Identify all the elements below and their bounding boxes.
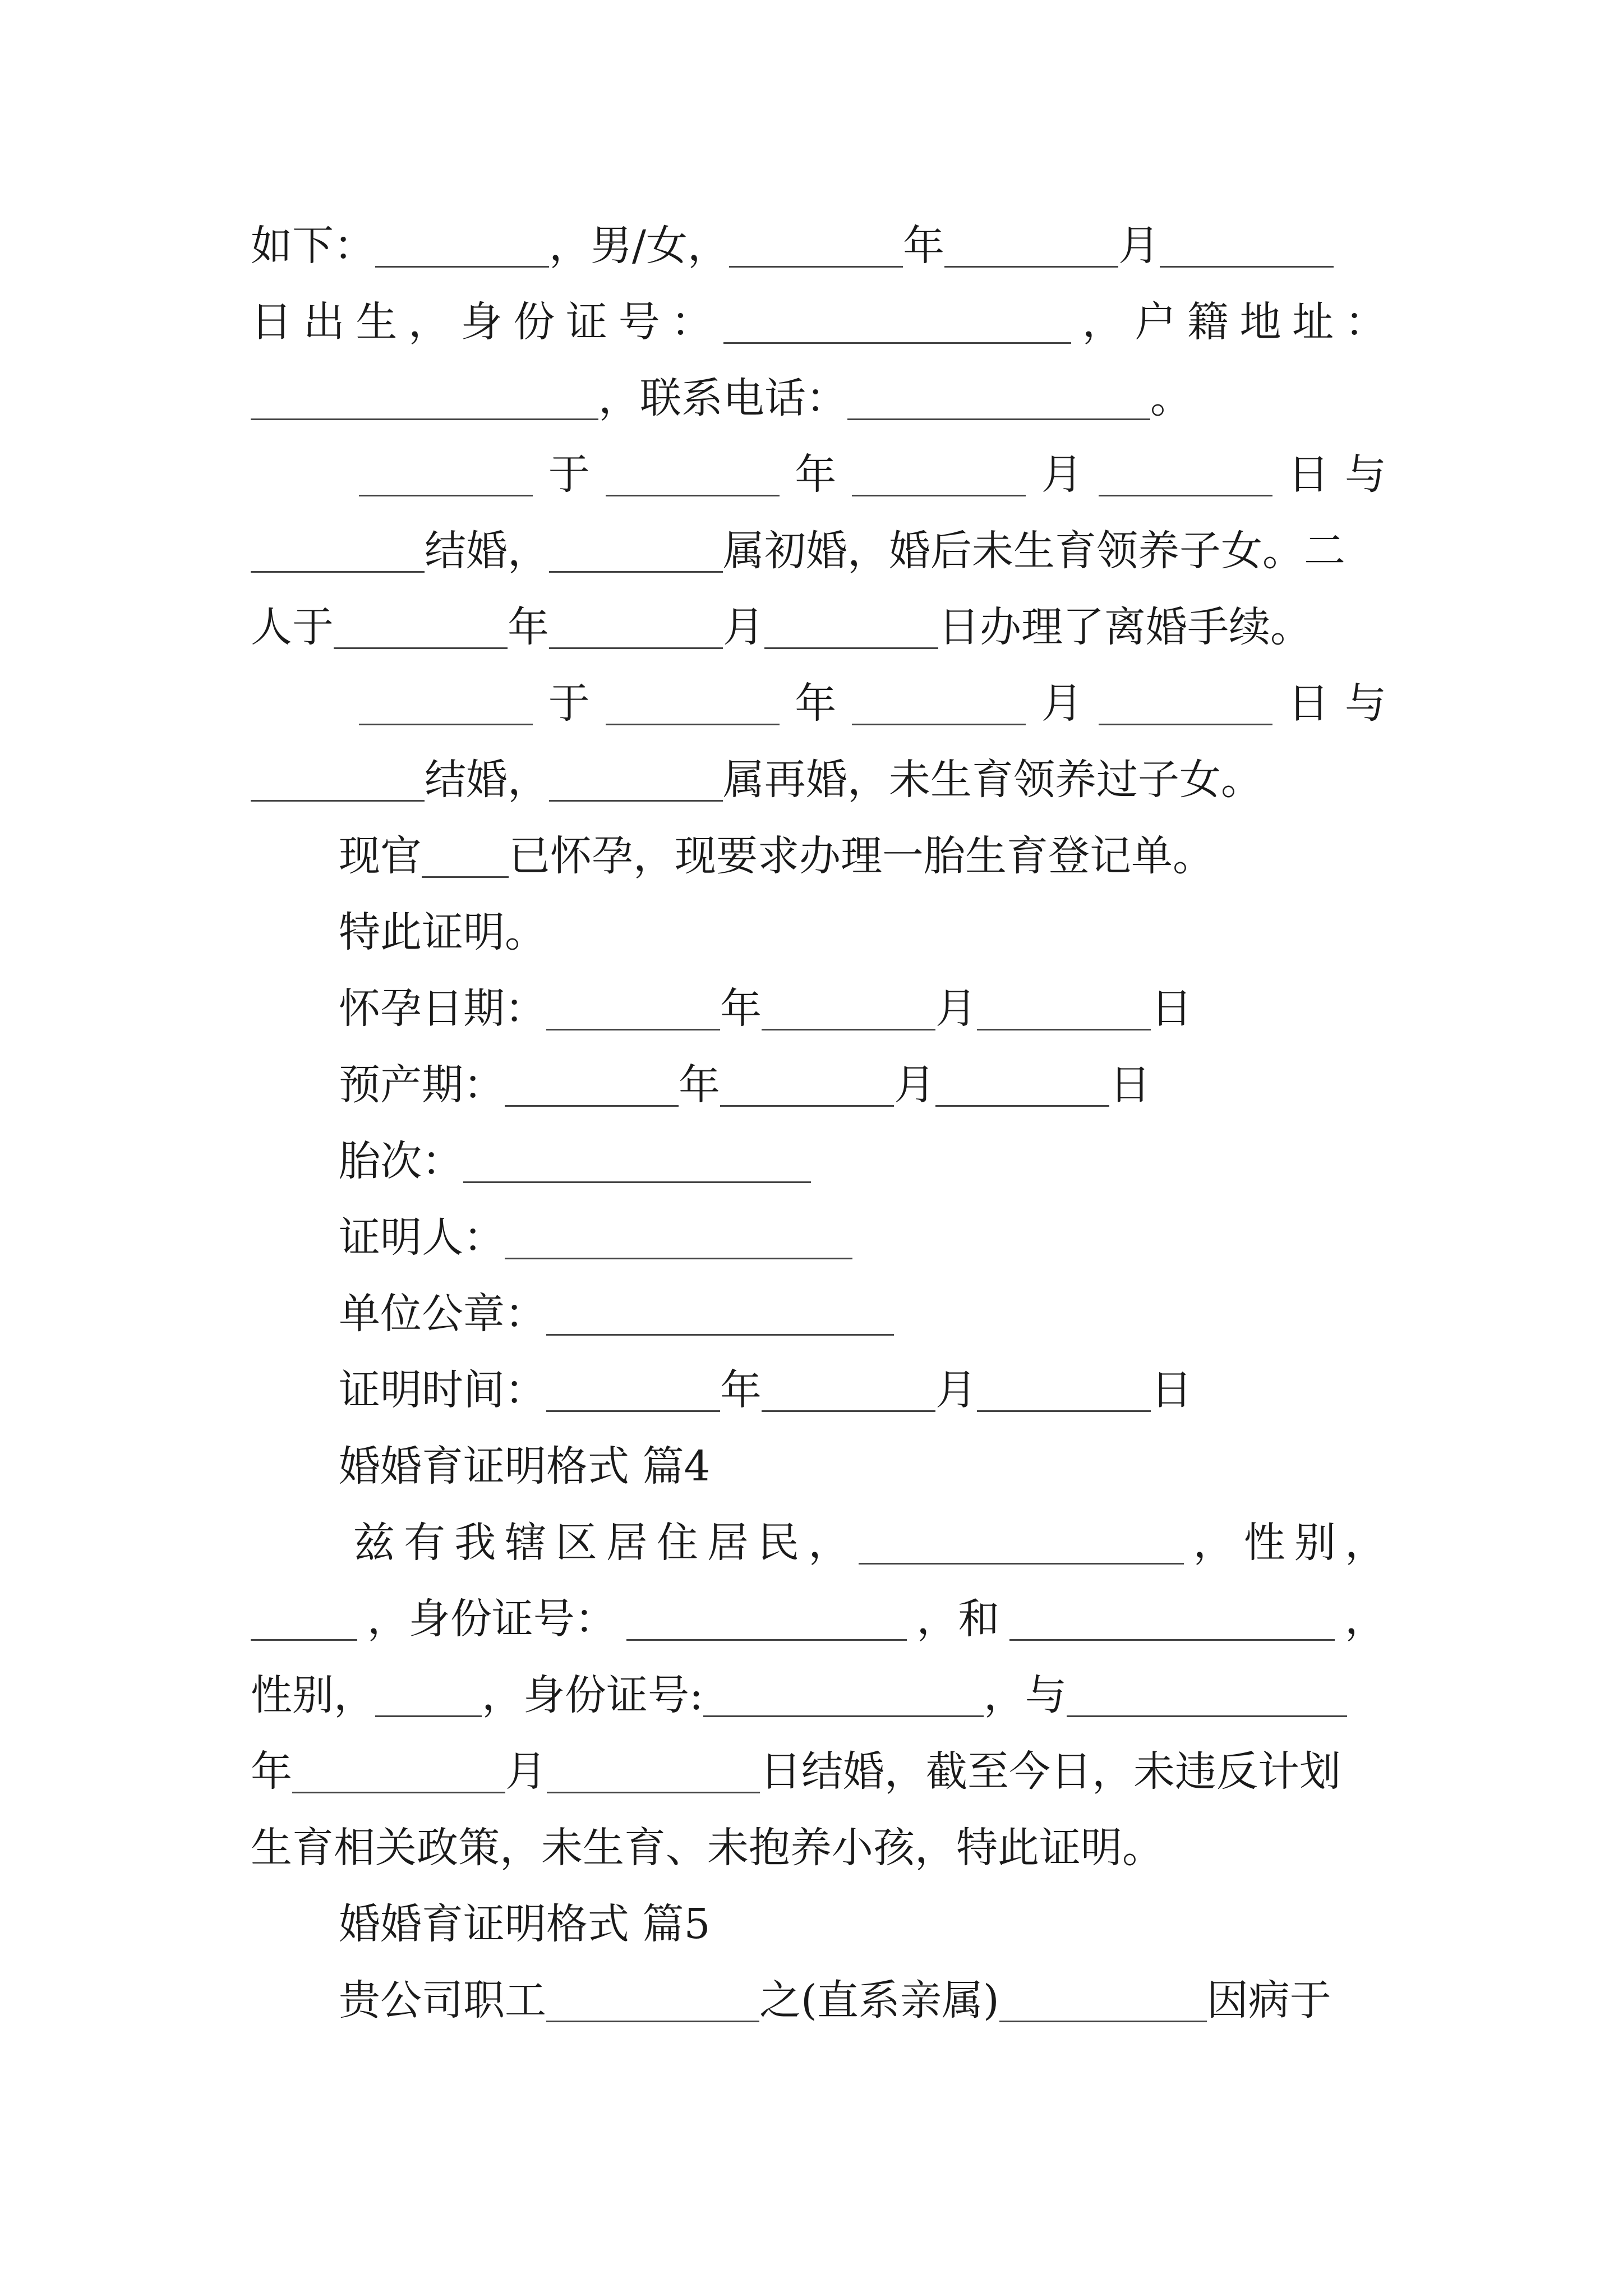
blank-field[interactable]	[1067, 1676, 1347, 1717]
text-fragment: ，	[1344, 1519, 1386, 1567]
text-fragment: 月	[1041, 679, 1083, 728]
text-fragment: 。	[1150, 374, 1192, 422]
text-fragment: 性	[1243, 1519, 1285, 1567]
blank-field[interactable]	[999, 1981, 1207, 2022]
text-fragment: 身	[460, 298, 502, 346]
text-fragment: 预产期：	[339, 1061, 505, 1109]
blank-field[interactable]	[606, 455, 780, 496]
text-line	[339, 1128, 1386, 1195]
blank-field[interactable]	[703, 1676, 984, 1717]
text-fragment: 证明时间：	[339, 1366, 546, 1414]
text-fragment: 生	[356, 298, 398, 346]
blank-field[interactable]	[935, 1066, 1109, 1107]
text-fragment: 月	[935, 984, 977, 1033]
blank-field[interactable]	[852, 684, 1026, 725]
text-fragment: 年	[902, 222, 944, 270]
text-fragment: 生育相关政策，未生育、未抱养小孩，特此证明。	[251, 1824, 1164, 1872]
text-fragment: 号	[618, 298, 660, 346]
text-line	[251, 212, 1386, 279]
text-fragment: ，	[1082, 298, 1124, 346]
text-fragment: 日结婚，截至今日，未违反计划	[760, 1747, 1341, 1796]
text-fragment: 日	[1109, 1061, 1151, 1109]
text-fragment: 居	[606, 1519, 648, 1567]
text-fragment: ，与	[983, 1671, 1067, 1719]
text-fragment: 月	[505, 1747, 547, 1796]
text-fragment: 我	[454, 1519, 496, 1567]
text-fragment: ，	[408, 298, 450, 346]
blank-field[interactable]	[977, 1371, 1151, 1412]
blank-field[interactable]	[549, 608, 723, 649]
blank-field[interactable]	[251, 532, 425, 573]
text-fragment: ：	[1344, 298, 1386, 346]
text-line	[251, 1662, 1386, 1729]
text-fragment: 日办理了离婚手续。	[938, 603, 1312, 651]
blank-field[interactable]	[549, 761, 723, 802]
text-fragment: 月	[1118, 222, 1160, 270]
text-fragment: 日	[1151, 1366, 1192, 1414]
text-line	[251, 1814, 1386, 1881]
blank-field[interactable]	[729, 227, 903, 268]
text-fragment: 胎次：	[339, 1137, 463, 1185]
section-heading	[339, 1433, 1386, 1500]
text-fragment: ，身份证号：	[367, 1595, 616, 1643]
blank-field[interactable]	[251, 1600, 357, 1641]
blank-field[interactable]	[859, 1524, 1184, 1565]
blank-field[interactable]	[723, 303, 1071, 344]
text-fragment: ，身份证号:	[482, 1671, 703, 1719]
text-fragment: 区	[555, 1519, 597, 1567]
blank-field[interactable]	[505, 1066, 679, 1107]
blank-field[interactable]	[720, 1066, 894, 1107]
blank-field[interactable]	[546, 990, 720, 1030]
blank-field[interactable]	[944, 227, 1118, 268]
text-fragment: 与	[1345, 679, 1386, 728]
blank-field[interactable]	[251, 761, 425, 802]
text-fragment: 性别，	[251, 1671, 375, 1719]
text-fragment: 户	[1135, 298, 1177, 346]
text-line	[251, 365, 1386, 432]
text-fragment: 日	[1151, 984, 1192, 1033]
text-line	[251, 1585, 1386, 1653]
blank-field[interactable]	[422, 837, 509, 878]
text-fragment: 地	[1239, 298, 1281, 346]
blank-field[interactable]	[546, 1981, 759, 2022]
text-fragment: 属再婚，未生育领养过子女。	[723, 756, 1262, 804]
text-line	[251, 593, 1386, 661]
text-line	[251, 517, 1386, 585]
blank-field[interactable]	[505, 1218, 852, 1259]
text-fragment: 居	[707, 1519, 749, 1567]
blank-field[interactable]	[1160, 227, 1334, 268]
text-fragment: ，男/女，	[549, 222, 729, 270]
text-fragment: 年	[251, 1747, 292, 1796]
text-line	[339, 822, 1386, 890]
text-fragment: 证明人：	[339, 1213, 505, 1262]
blank-field[interactable]	[375, 1676, 482, 1717]
text-fragment: 与	[1345, 450, 1386, 499]
text-fragment: 月	[894, 1061, 935, 1109]
blank-field[interactable]	[463, 1142, 811, 1183]
text-line	[339, 1051, 1386, 1119]
blank-field[interactable]	[762, 1371, 935, 1412]
text-fragment: 如下：	[251, 222, 375, 270]
blank-field[interactable]	[292, 1752, 505, 1793]
blank-field[interactable]	[1099, 455, 1272, 496]
text-line	[339, 1280, 1386, 1347]
blank-field[interactable]	[546, 1371, 720, 1412]
text-fragment: ，和	[916, 1595, 1000, 1643]
text-fragment: 已怀孕，现要求办理一胎生育登记单。	[509, 832, 1214, 880]
blank-field[interactable]	[626, 1600, 907, 1641]
text-line	[339, 899, 1386, 966]
text-fragment: 于	[548, 679, 590, 728]
blank-field[interactable]	[359, 684, 533, 725]
text-fragment: 辖	[505, 1519, 547, 1567]
text-line	[359, 441, 1386, 508]
text-fragment: 单位公章：	[339, 1290, 546, 1338]
blank-field[interactable]	[334, 608, 508, 649]
blank-field[interactable]	[251, 379, 598, 420]
blank-field[interactable]	[1099, 684, 1272, 725]
blank-field[interactable]	[762, 990, 935, 1030]
text-fragment: 住	[656, 1519, 698, 1567]
text-fragment: 日	[1288, 450, 1330, 499]
text-line	[339, 1204, 1386, 1271]
text-line	[339, 975, 1386, 1042]
text-line	[353, 1509, 1386, 1576]
text-fragment: 之(直系亲属)	[759, 1976, 999, 2024]
blank-field[interactable]	[606, 684, 780, 725]
text-fragment: 年	[795, 679, 837, 728]
text-fragment: 月	[1041, 450, 1083, 499]
text-fragment: 出	[303, 298, 345, 346]
blank-field[interactable]	[977, 990, 1151, 1030]
text-fragment: 贵公司职工	[339, 1976, 546, 2024]
blank-field[interactable]	[359, 455, 533, 496]
text-fragment: 月	[935, 1366, 977, 1414]
text-line	[251, 1738, 1386, 1805]
blank-field[interactable]	[1009, 1600, 1335, 1641]
text-fragment: ，联系电话：	[598, 374, 847, 422]
text-line	[359, 670, 1386, 737]
blank-field[interactable]	[547, 1752, 760, 1793]
text-fragment: 年	[679, 1061, 720, 1109]
blank-field[interactable]	[847, 379, 1150, 420]
text-fragment: 日	[251, 298, 292, 346]
text-fragment: ，	[808, 1519, 850, 1567]
text-fragment: 因病于	[1206, 1976, 1331, 2024]
text-fragment: 结婚，	[425, 756, 549, 804]
text-fragment: 现官	[339, 832, 422, 880]
text-fragment: 证	[565, 298, 607, 346]
text-fragment: 籍	[1187, 298, 1229, 346]
text-fragment: 结婚，	[425, 527, 549, 575]
section-heading	[339, 1890, 1386, 1958]
blank-field[interactable]	[375, 227, 549, 268]
heading-text: 婚婚育证明格式 篇4	[339, 1442, 711, 1490]
text-fragment: 别	[1294, 1519, 1336, 1567]
text-fragment: ，	[1193, 1519, 1235, 1567]
blank-field[interactable]	[549, 532, 723, 573]
text-line	[251, 288, 1386, 356]
text-fragment: 年	[720, 984, 762, 1033]
text-fragment: 月	[723, 603, 764, 651]
text-fragment: ，	[1344, 1595, 1386, 1643]
text-fragment: 特此证明。	[339, 908, 546, 956]
text-fragment: 人于	[251, 603, 334, 651]
text-fragment: 有	[404, 1519, 446, 1567]
text-fragment: 份	[513, 298, 555, 346]
heading-text: 婚婚育证明格式 篇5	[339, 1900, 711, 1948]
text-fragment: 年	[720, 1366, 762, 1414]
text-line	[339, 1967, 1386, 2034]
text-fragment: 属初婚，婚后未生育领养子女。二	[723, 527, 1345, 575]
text-fragment: 于	[548, 450, 590, 499]
blank-field[interactable]	[764, 608, 938, 649]
blank-field[interactable]	[546, 1295, 894, 1336]
text-line	[251, 746, 1386, 813]
text-line	[339, 1356, 1386, 1424]
blank-field[interactable]	[852, 455, 1026, 496]
text-fragment: 怀孕日期：	[339, 984, 546, 1033]
text-fragment: 年	[795, 450, 837, 499]
text-fragment: 年	[508, 603, 549, 651]
text-fragment: 日	[1288, 679, 1330, 728]
text-fragment: 址	[1292, 298, 1334, 346]
text-fragment: ：	[671, 298, 713, 346]
text-fragment: 兹	[353, 1519, 395, 1567]
text-fragment: 民	[758, 1519, 800, 1567]
